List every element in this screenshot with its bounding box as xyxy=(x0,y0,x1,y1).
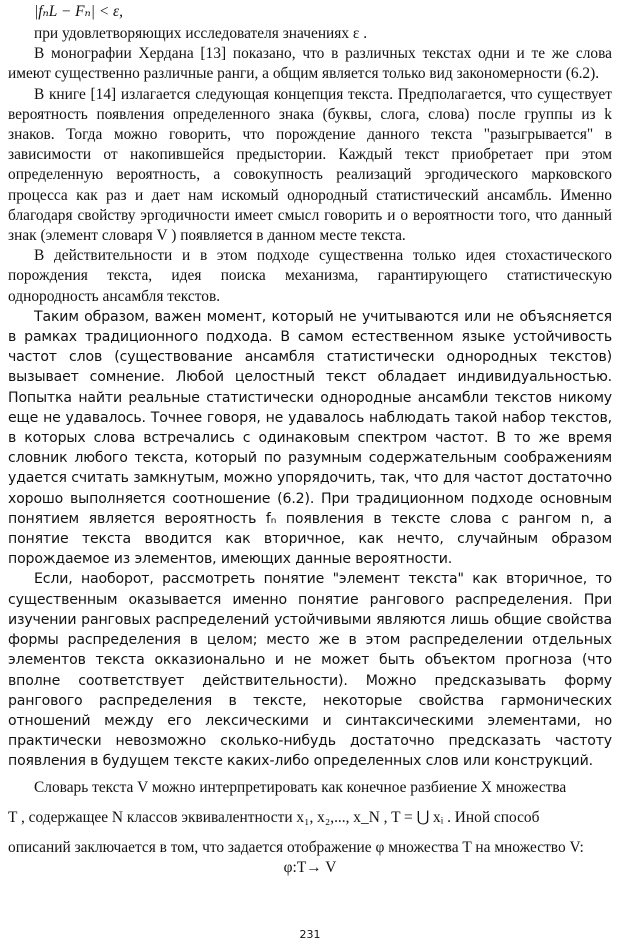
paragraph-3: В действительности и в этом подходе существенна только идея стохастического порождения текста, идея поиска механизма, гарантирующего статистическую однородность ансамбля текстов. xyxy=(8,247,612,305)
paragraph-2: В книге [14] излагается следующая концепция текста. Предполагается, что существует вероятность появления определенного знака (буквы, слога, слова) после группы из k знаков. Тогда можно говорить, что порождение данного текста "разыгрывается" в зависимости от накопившейся предыстории. Каждый текст приобретает при этом определенную вероятность, а совокупность реализаций эргодического марковского процесса как раз и дает нам искомый однородный статистический ансамбль. Именно благодаря свойству эргодичности имеет смысл говорить и о вероятности того, что данный знак (элемент словаря V ) появляется в данном месте текста. xyxy=(8,85,612,245)
paragraph-6b: T , содержащее N классов эквивалентности x₁, x₂,..., x_N , T = ⋃ xᵢ . Иной способ xyxy=(8,808,540,826)
formula-mapping: φ:T→ V xyxy=(283,859,337,876)
paragraph-5: Если, наоборот, рассмотреть понятие "элемент текста" как вторичное, то существенным оказывается именно понятие рангового распределения. При изучении ранговых распределений устойчивыми являются лишь общие свойства формы распределения в целом; место же в этом распределении отдельных элементов текста окказионально и не может быть объектом прогноза (что вполне соответствует действительности). Можно предсказывать форму рангового распределения в тексте, некоторые свойства гармонических отношений между его лексическими и синтаксическими элементами, но практически невозможно сколько-нибудь достаточно предсказать частоту появления в будущем тексте каких-либо определенных слов или конструкций. xyxy=(8,571,612,770)
paragraph-1: В монографии Хердана [13] показано, что в различных текстах одни и те же слова имеют существенно различные ранги, а общим является только вид закономерности (6.2). xyxy=(8,45,612,83)
formula-inequality: |fₙL − Fₙ| < ε, xyxy=(34,3,123,20)
page-number: 231 xyxy=(299,928,321,941)
paragraph-6c: описаний заключается в том, что задается отображение φ множества T на множество V: xyxy=(8,838,584,856)
body-text xyxy=(8,24,612,858)
paragraph-4: Таким образом, важен момент, который не учитываются или не объясняется в рамках традиционного подхода. В самом естественном языке устойчивость частот слов (существование ансамбля статистически однородных текстов) вызывает сомнение. Любой целостный текст обладает индивидуальностью. Попытка найти реальные статистически однородные ансамбли текстов никому еще не удавалось. Точнее говоря, не удавалось наблюдать такой набор текстов, в которых слова встречались с одинаковым спектром частот. В то же время словник любого текста, который по разумным содержательным соображениям удается считать замкнутым, можно упорядочить, так, что для частот достаточно хорошо выполняется соотношение (6.2). При традиционном подходе основным понятием является вероятность fₙ появления в тексте слова с рангом n, а понятие текста вводится как вторичное, как нечто, случайным образом порождаемое из элементов, имеющих данные вероятности. xyxy=(8,308,612,568)
paragraph-6a: Словарь текста V можно интерпретировать как конечное разбиение X множества xyxy=(34,778,567,796)
paragraph-0: при удовлетворяющих исследователя значениях ε . xyxy=(34,25,368,42)
